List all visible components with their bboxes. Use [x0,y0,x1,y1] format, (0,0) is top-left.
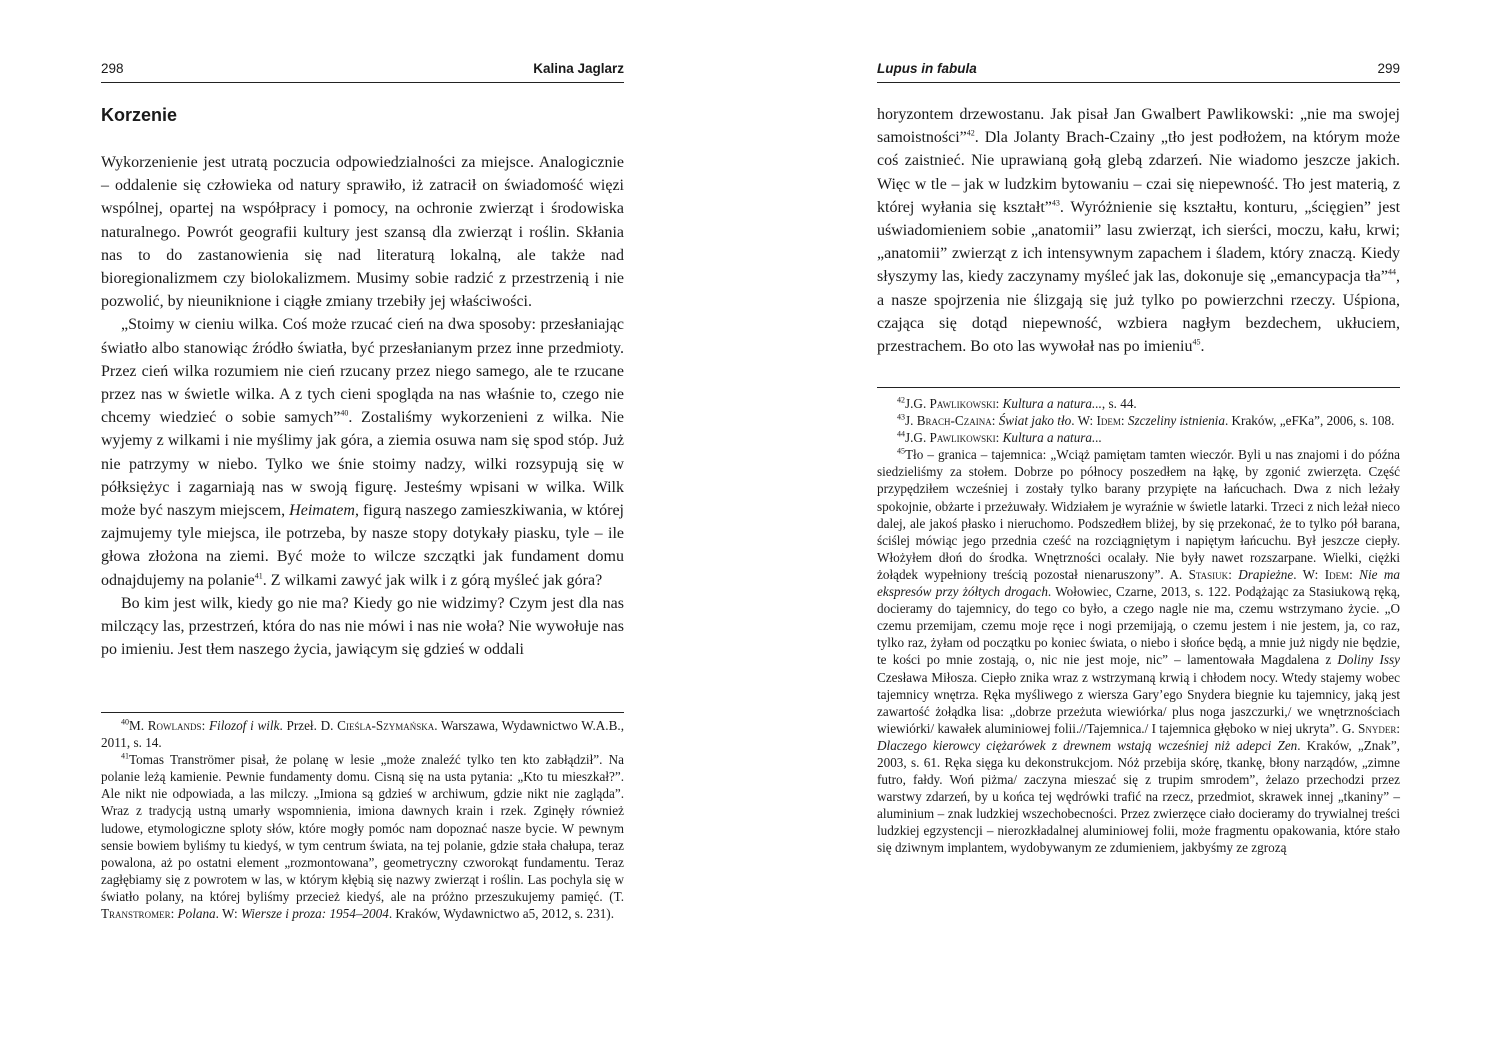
book-title: Drapieżne [1238,566,1294,582]
footnote-text: J.G. [905,396,930,411]
footnote-text: . Wołowiec, Czarne, 2013, s. 122. Podążając za Stasiukową ręką, docieramy do tajemnicy, do tego co było, a czego nagle nie ma, czemu wstrzymano życie. „O czemu przemijam, czemu moje ręce i nogi przemijają, o czemu jestem i nie jestem, ja, co raz, tylko raz, żyłam od początku po koniec świata, o niebo i słońce będą, a mnie już nigdy nie będzie, te kości po mnie zostają, o, nic nie jest moje, nic” – lamentowała Magdalena z [877,584,1400,668]
footnote-ref: 42 [966,128,975,138]
author-smallcaps: Pawlikowski [929,396,996,411]
footnote-number: 45 [897,446,905,456]
footnote-number: 41 [121,751,129,761]
paragraph-text: . [1200,338,1205,356]
idem-smallcaps: Idem [1324,566,1350,582]
footnote-ref: 43 [1051,198,1060,208]
footnote-text: Tomas Tranströmer pisał, że polanę w lesie „może znaleźć tylko ten kto zabłądził”. Na polanie leżą kamienie. Pewnie fundamenty domu. Cisną się na usta pytania: „Kto tu mieszkał?”. Ale nikt nie odpowiada, a las milczy. „Imiona są gdzieś w archiwum, gdzie nikt nie zagląda”. Wraz z tradycją ustną umarły wspomnienia, imiona dawnych krain i rzek. Zginęły również ludowe, etymologiczne sploty słów, które mogły pomóc nam dopoznać nasze bycie. W pewnym sensie bowiem byliśmy tu kiedyś, w tym centrum świata, na tej polanie, gdzie stała chałupa, teraz powalona, aż po ostatni element „rozmontowana”, geometryczny czworokąt fundamentu. Teraz zagłębiamy się z powrotem w las, w którym kłębią się nazwy zwierząt i roślin. Las pochyla się w światło polany, na której byliśmy przecież kiedyś, ale na próżno przeszukujemy pamięć. (T. [101,752,624,904]
footnote-separator [877,387,1400,388]
footnote-text: : [1349,566,1360,582]
book-title: Polana [177,906,216,922]
translator-smallcaps: Cieśla-Szymańska [337,718,435,733]
footnote-text: : [1396,720,1400,736]
author-smallcaps: Snyder [1357,720,1397,736]
author-smallcaps: Transtromer [101,906,171,922]
footnote-text: : [995,430,1003,446]
footnote-text: . Warszawa, Wydawnictwo W.A.B., 2011, s. 14. [101,718,624,751]
footnote-number: 43 [897,412,905,422]
right-page [877,0,1400,1052]
footnote-text: . W: [215,906,241,922]
footnote-number: 42 [897,395,905,405]
section-title: Korzenie [101,105,178,125]
book-title: Filozof i wilk [208,718,280,733]
footnote-text: J. [905,413,917,429]
footnote-text: M. [129,718,148,733]
footnote-ref: 44 [1388,268,1396,278]
paragraph [877,103,1400,358]
footnote-text: . W: [1293,566,1325,582]
footnote [877,395,1400,412]
footnote-ref: 41 [254,571,263,581]
running-head [101,58,624,83]
author-smallcaps: Pawlikowski [929,430,996,446]
footnote [101,751,624,922]
author-smallcaps: Rowlands [147,718,202,733]
paragraph-text: , a nasze spojrzenia nie ślizgają się już tylko po powierzchni rzeczy. Uśpiona, czająca się dotąd niepewność, wzbiera nagłym bezdechem, ukłuciem, przestrachem. Bo oto las wywołał nas po imieniu [877,268,1400,356]
footnote-text: . Kraków, „Znak”, 2003, s. 61. Ręka sięga ku dekonstrukcjom. Nóż przebija skórę, tkankę, błony narządów, „zimne futro, fałdy. Woń piżma/ zaczyna mieszać się z trupim smrodem”, żelazo przechodzi przez warstwy zdarzeń, by u końca tej wędrówki trafić na rzecz, przedmiot, skrawek innej „tkaniny” – aluminium – znak ludzkiej wszechobecności. Przez zwierzęce ciało docieramy do trywialnej treści ludzkiej egzystencji – nierozkładalnej aluminiowej folii, może fragmentu opakowania, które stało się dziwnym implantem, wydobywanym ze zdumieniem, jakbyśmy ze zgrozą [877,737,1400,856]
footnote-text: . Przeł. D. [279,718,338,733]
author-smallcaps: Brach-Czaina [916,413,992,429]
footnotes [877,395,1400,857]
footnote-text: J.G. [905,430,930,446]
book-title: Wiersze i proza: 1954–2004 [240,906,389,922]
body-text [101,151,624,661]
footnote-text: : [991,413,999,429]
footnote-separator [101,712,624,713]
paragraph-text: . Wyróżnienie się kształtu, konturu, „ścięgien” jest uświadomieniem sobie „anatomii” lasu zwierząt, ich sierści, moczu, kału, krwi; „anatomii” zwierząt z ich intensywnym zapachem i śladem, który znaczą. Kiedy słyszymy las, kiedy zaczynamy myśleć jak las, dokonuje się „emancypacja tła” [877,198,1401,286]
book-title: Nie ma ekspresów przy żółtych drogach [877,566,1400,600]
footnote-text: : [1120,413,1128,429]
footnote-number: 44 [897,429,905,439]
chapter-title: Lupus in fabula [877,61,977,76]
footnotes [101,717,624,922]
paragraph: Bo kim jest wilk, kiedy go nie ma? Kiedy go nie widzimy? Czym jest dla nas milczący las, przestrzeń, która do nas nie mówi i nas nie woła? Nie wywołuje nas po imieniu. Jest tłem naszego życia, jawiącym się gdzieś w oddali [101,594,624,659]
book-title: Szczeliny istnienia [1127,413,1225,429]
paragraph [101,313,624,591]
footnote-text: : [995,396,1003,411]
footnote-text: : [201,718,209,733]
footnote [877,412,1400,429]
emphasis: Heimatem [289,502,355,520]
running-head [877,58,1400,83]
footnote-text: Czesława Miłosza. Ciepło znika wraz z wstrzymaną krwią i chłodem nocy. Wtedy stajemy wobec tajemnicy wnętrza. Ręka myśliwego z wiersza Gary’ego Snydera biegnie ku tajemnicy, jaką jest zawartość żołądka lisa: „dobrze przeżuta wiewiórka/ plus noga jaszczurki,/ we wnętrznościach wiewiórki/ kawałek aluminiowej folii.//Tajemnica./ I tajemnica głęboko w niej ukryta”. G. [877,669,1400,736]
author-smallcaps: Stasiuk [1188,566,1229,582]
book-title: Doliny Issy [1337,652,1400,668]
book-title: Kultura a natura... [1002,396,1102,411]
paragraph-text: , figurą naszego zamieszkiwania, w której zajmujemy tyle miejsca, ile potrzeba, by nasze stopy dotykały piasku, tyle – ile głowa złożona na ziemi. Być może to wilcze szczątki jak fundament domu odnajdujemy na polanie [101,502,625,589]
footnote-ref: 45 [1192,337,1201,347]
paragraph-text: . Zostaliśmy wykorzenieni z wilka. Nie wyjemy z wilkami i nie myślimy jak góra, a ziemia osuwa nam się spod stóp. Już nie patrzymy w niebo. Tylko we śnie stoimy nadzy, wilki rozsypują się w półksiężyc i zagarniają nas w swoją figurę. Jesteśmy wpisani w wilka. Wilk może być naszym miejscem, [101,409,625,520]
idem-smallcaps: Idem [1096,413,1121,429]
book-title: Kultura a natura... [1002,430,1102,446]
body-text [877,103,1400,358]
footnote-text: . W: [1071,413,1097,429]
footnote [101,717,624,751]
paragraph-text: horyzontem drzewostanu. Jak pisał Jan Gwalbert Pawlikowski: „nie ma swojej samoistności” [877,106,1400,147]
left-page [101,0,624,1052]
footnote-text: : [1228,566,1239,582]
page-number: 298 [101,61,124,76]
footnote-text: Tło – granica – tajemnica: „Wciąż pamiętam tamten wieczór. Byli u nas znajomi i do późna siedzieliśmy za stołem. Dobrze po północy poszedłem na łąkę, by zgonić zwierzęta. Część przypędziłem wcześniej i zostały tylko barany przypięte na łańcuchach. Dwa z nich leżały spokojnie, obżarte i przeżuwały. Widziałem je wyraźnie w świetle latarki. Trzeci z nich leżał nieco dalej, ale jakoś płasko i nieruchomo. Podszedłem bliżej, by się przekonać, że to tylko pół barana, ściślej mówiąc jego przednia cześć na rozciągniętym i napiętym łańcuchu. Był jeszcze ciepły. Włożyłem dłoń do środka. Wnętrzności ocalały. Nie były nawet rozszarpane. Wielki, ciężki żołądek wypełniony treścią pozostał nienaruszony”. A. [877,447,1400,582]
paragraph-text: . Z wilkami zawyć jak wilk i z górą myśleć jak góra? [262,571,603,589]
footnote-text: : [170,906,178,922]
footnote [877,446,1400,856]
footnote-text: , s. 44. [1101,396,1137,411]
book-title: Dlaczego kierowcy ciężarówek z drewnem wstają wcześniej niż adepci Zen [877,737,1298,753]
footnote-text: . Kraków, Wydawnictwo a5, 2012, s. 231). [388,906,614,922]
book-title: Świat jako tło [998,413,1072,429]
footnote [877,429,1400,446]
footnote-text: . Kraków, „eFKa”, 2006, s. 108. [1224,413,1395,429]
paragraph-text: . Dla Jolanty Brach-Czainy „tło jest podłożem, na którym może coś zaistnieć. Nie uprawianą gołą glebą zdarzeń. Nie wiadomo jeszcze jakich. Więc w tle – jak w ludzkim bytowaniu – czai się niepewność. Tło jest materią, z której wyłania się kształt” [877,129,1400,216]
paragraph-text: „Stoimy w cieniu wilka. Coś może rzucać cień na dwa sposoby: przesłaniając światło albo stanowiąc źródło światła, być przesłanianym przez inne przedmioty. Przez cień wilka rozumiem nie cień rzucany przez niego samego, ale te rzucane przez nas w świetle wilka. A z tych cieni spogląda na nas właśnie to, czego nie chcemy wiedzieć o sobie samych” [101,316,624,427]
paragraph: Wykorzenienie jest utratą poczucia odpowiedzialności za miejsce. Analogicznie – oddalenie się człowieka od natury sprawiło, iż zatracił on świadomość więzi wspólnej, opartej na współpracy i pomocy, na ochronie zwierząt i środowiska naturalnego. Powrót geografii kultury jest szansą dla zwierząt i roślin. Skłania nas to do zastanowienia się nad literaturą lokalną, ale także nad bioregionalizmem czy biolokalizmem. Musimy sobie radzić z przestrzenią i nie pozwolić, by nieuniknione i ciągłe zmiany trzebiły jej właściwości. [101,154,624,311]
footnote-ref: 40 [340,408,349,418]
author-name: Kalina Jaglarz [533,61,624,76]
footnote-number: 40 [121,717,129,727]
page-number: 299 [1377,61,1400,76]
